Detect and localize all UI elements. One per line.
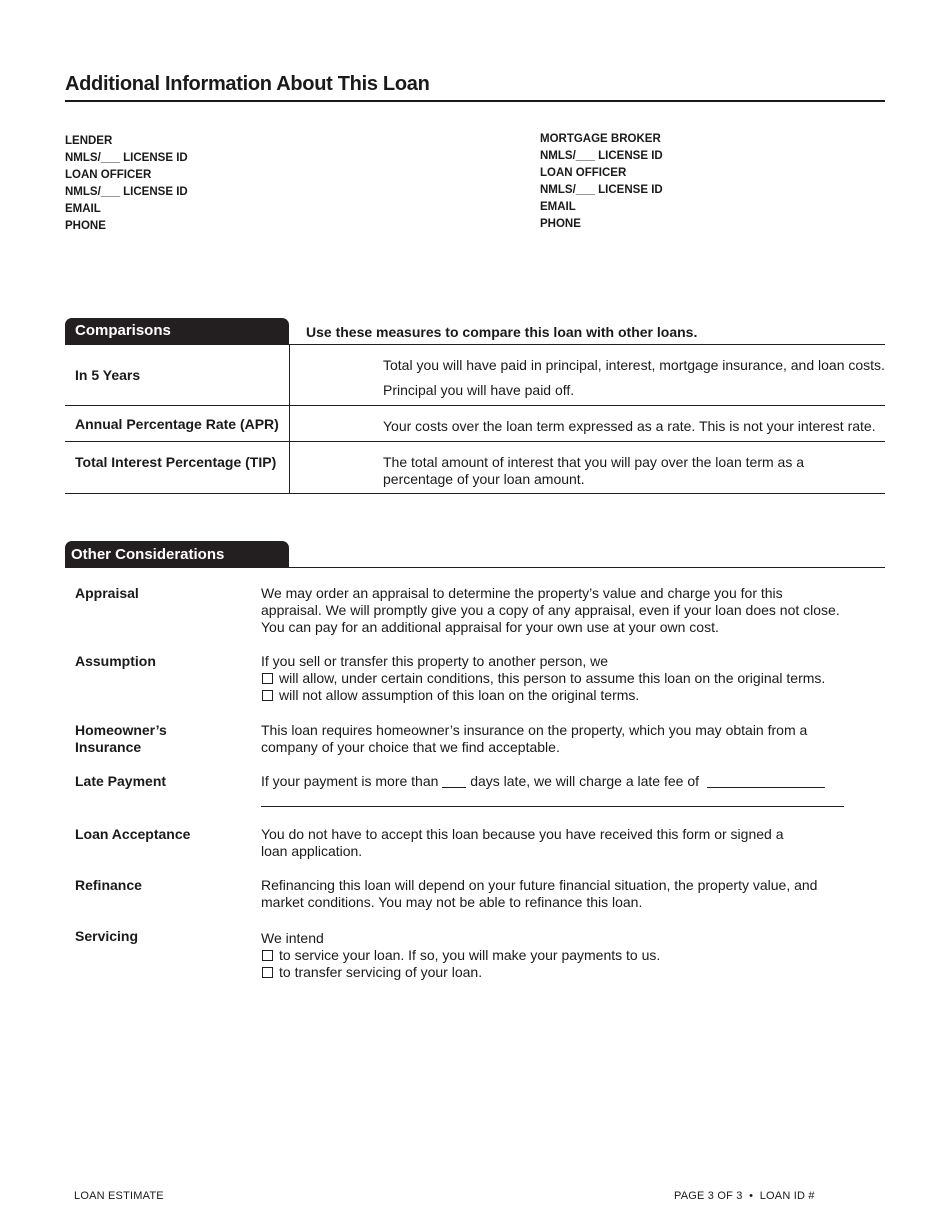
- apr-label: Annual Percentage Rate (APR): [75, 416, 279, 432]
- appraisal-label: Appraisal: [75, 585, 139, 601]
- in-5-years-total-desc: Total you will have paid in principal, interest, mortgage insurance, and loan costs.: [383, 357, 885, 373]
- servicing-text: [261, 930, 660, 981]
- tip-desc-line-1: The total amount of interest that you will pay over the loan term as a: [383, 454, 804, 470]
- footer-left: LOAN ESTIMATE: [74, 1190, 164, 1202]
- comparisons-tab: Comparisons: [65, 318, 289, 345]
- servicing-label: Servicing: [75, 928, 139, 944]
- servicing-option-transfer[interactable]: to transfer servicing of your loan.: [261, 964, 660, 981]
- lender-contact-block: [65, 133, 188, 235]
- assumption-label: Assumption: [75, 653, 156, 669]
- late-payment-label: Late Payment: [75, 773, 167, 789]
- lender-officer-nmls-label: NMLS/___ LICENSE ID: [65, 186, 188, 198]
- broker-label: MORTGAGE BROKER: [540, 133, 661, 145]
- homeowners-insurance-label: Homeowner’s Insurance: [75, 722, 167, 755]
- comparisons-row-divider: [65, 441, 885, 442]
- assumption-intro: If you sell or transfer this property to another person, we: [261, 653, 609, 669]
- tip-desc-line-2: percentage of your loan amount.: [383, 471, 585, 487]
- lender-nmls-label: NMLS/___ LICENSE ID: [65, 152, 188, 164]
- comparisons-bottom-rule: [65, 493, 885, 494]
- comparisons-column-divider: [289, 344, 290, 494]
- servicing-intro: We intend: [261, 930, 324, 946]
- in-5-years-label: In 5 Years: [75, 367, 141, 383]
- lender-email-label: EMAIL: [65, 203, 101, 215]
- broker-email-label: EMAIL: [540, 201, 576, 213]
- late-payment-text: If your payment is more than days late, we will charge a late fee of: [261, 773, 825, 790]
- checkbox[interactable]: [262, 690, 273, 701]
- title-divider: [65, 100, 885, 102]
- in-5-years-principal-desc: Principal you will have paid off.: [383, 382, 575, 398]
- checkbox[interactable]: [262, 967, 273, 978]
- refinance-text: Refinancing this loan will depend on your future financial situation, the property value, and market conditions. You may not be able to refinance this loan.: [261, 877, 818, 910]
- comparisons-row-divider: [65, 405, 885, 406]
- broker-phone-label: PHONE: [540, 218, 581, 230]
- footer-right: PAGE 3 OF 3 • LOAN ID #: [674, 1190, 815, 1202]
- checkbox[interactable]: [262, 950, 273, 961]
- loan-acceptance-label: Loan Acceptance: [75, 826, 191, 842]
- homeowners-insurance-text: This loan requires homeowner’s insurance on the property, which you may obtain from a company of your choice that we find acceptable.: [261, 722, 808, 755]
- refinance-label: Refinance: [75, 877, 142, 893]
- other-considerations-tab: Other Considerations: [65, 541, 289, 568]
- assumption-option-allow[interactable]: will allow, under certain conditions, this person to assume this loan on the original terms.: [261, 670, 825, 687]
- comparisons-subtitle: Use these measures to compare this loan with other loans.: [306, 324, 698, 340]
- loan-acceptance-text: You do not have to accept this loan because you have received this form or signed a loan application.: [261, 826, 784, 859]
- late-days-blank[interactable]: [442, 787, 466, 788]
- assumption-text: [261, 653, 825, 704]
- late-payment-continuation-line[interactable]: [261, 806, 844, 807]
- broker-nmls-label: NMLS/___ LICENSE ID: [540, 150, 663, 162]
- lender-loan-officer-label: LOAN OFFICER: [65, 169, 152, 181]
- broker-officer-nmls-label: NMLS/___ LICENSE ID: [540, 184, 663, 196]
- broker-contact-block: [540, 131, 663, 233]
- broker-loan-officer-label: LOAN OFFICER: [540, 167, 627, 179]
- checkbox[interactable]: [262, 673, 273, 684]
- tip-label: Total Interest Percentage (TIP): [75, 454, 277, 470]
- comparisons-top-rule: [289, 344, 885, 345]
- late-fee-blank[interactable]: [707, 787, 825, 788]
- assumption-option-not-allow[interactable]: will not allow assumption of this loan on the original terms.: [261, 687, 825, 704]
- lender-label: LENDER: [65, 135, 113, 147]
- apr-desc: Your costs over the loan term expressed as a rate. This is not your interest rate.: [383, 418, 876, 434]
- lender-phone-label: PHONE: [65, 220, 106, 232]
- appraisal-text: We may order an appraisal to determine the property’s value and charge you for this appraisal. We will promptly give you a copy of any appraisal, even if your loan does not close. You can pay for an additional appraisal for your own use at your own cost.: [261, 585, 840, 635]
- page-title: Additional Information About This Loan: [65, 73, 430, 95]
- other-considerations-rule: [289, 567, 885, 568]
- servicing-option-service[interactable]: to service your loan. If so, you will make your payments to us.: [261, 947, 660, 964]
